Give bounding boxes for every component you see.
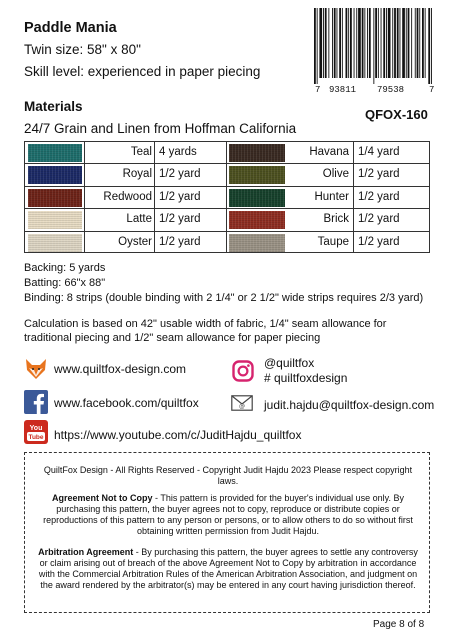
email-link[interactable]: judit.hajdu@quiltfox-design.com (264, 398, 435, 412)
copyright-notice: QuiltFox Design - All Rights Reserved - Copyright Judit Hajdu 2023 Please respect copyright laws. (43, 465, 413, 486)
legal-notice (24, 452, 430, 613)
fabric-swatch (229, 166, 285, 184)
agreement-title: Agreement Not to Copy (51, 493, 153, 503)
website-link[interactable]: www.quiltfox-design.com (54, 362, 187, 376)
fabric-swatch (229, 144, 285, 162)
materials-table (24, 141, 430, 253)
material-row (25, 187, 429, 209)
binding-line: Binding: 8 strips (double binding with 2 1/4" or 2 1/2" wide strips requires 2/3 yard) (24, 292, 424, 304)
arbitration-text: - By purchasing this pattern, the buyer agrees to settle any controversy or claim arising out of breach of the above Agreement Not to Copy by arbitration in accordance with the Commercial Arbitration Rules of the American Arbitration Association, and judgment on the award rendered by the arbitrator(s) may be entered in any court having jurisdiction thereof. (38, 547, 418, 590)
agreement-not-to-copy (33, 493, 423, 537)
fabric-quantity: 1/2 yard (159, 213, 201, 226)
svg-text:Tube: Tube (28, 434, 44, 442)
pattern-title: Paddle Mania (24, 20, 117, 36)
fabric-name: Brick (323, 213, 349, 226)
barcode-right-group: 79538 (377, 85, 405, 95)
barcode-left-group: 93811 (329, 85, 357, 95)
fabric-swatch (28, 234, 82, 252)
fabric-swatch (28, 189, 82, 207)
barcode (313, 8, 433, 96)
youtube-icon[interactable] (24, 420, 48, 444)
arbitration-agreement (33, 547, 423, 591)
barcode-lead-digit: 7 (315, 85, 321, 95)
fabric-quantity: 1/2 yard (159, 235, 201, 248)
fabric-quantity: 1/2 yard (159, 168, 201, 181)
material-row (25, 142, 429, 164)
instagram-icon[interactable] (232, 360, 254, 382)
email-icon (231, 395, 253, 411)
fabric-quantity: 1/2 yard (358, 235, 400, 248)
agreement-text: - This pattern is provided for the buyer's individual use only. By purchasing this pattern, the buyer agrees not to copy, reproduce or distribute copies or reproductions of this pattern to any person or persons, or to allow others to do so without first obtaining written permission from Judit Hajdu. (43, 493, 413, 536)
fabric-name: Latte (126, 213, 152, 226)
fabric-swatch (28, 144, 82, 162)
material-row (25, 232, 429, 254)
fabric-swatch (28, 166, 82, 184)
svg-text:@: @ (239, 403, 245, 410)
fabric-name: Havana (309, 146, 349, 158)
skill-line: Skill level: experienced in paper piecing (24, 64, 261, 79)
svg-text:You: You (29, 425, 43, 432)
page-number: Page 8 of 8 (373, 619, 425, 630)
fabric-swatch (229, 189, 285, 207)
fabric-quantity: 4 yards (159, 146, 197, 158)
material-row (25, 209, 429, 231)
fabric-name: Olive (322, 168, 349, 181)
material-row (25, 164, 429, 186)
fox-logo-icon (24, 358, 48, 380)
fabric-name: Oyster (118, 235, 152, 248)
fabric-quantity: 1/4 yard (358, 146, 400, 158)
sku-code: QFOX-160 (365, 107, 428, 122)
fabric-quantity: 1/2 yard (358, 190, 400, 203)
fabric-name: Taupe (317, 235, 349, 248)
fabric-quantity: 1/2 yard (358, 213, 400, 226)
backing-line: Backing: 5 yards (24, 262, 106, 274)
fabric-swatch (229, 211, 285, 229)
calculation-note: Calculation is based on 42" usable width of fabric, 1/4" seam allowance for traditional piecing and 1/2" seam allowance for paper piecing (24, 318, 387, 344)
fabric-name: Hunter (314, 190, 349, 203)
fabric-quantity: 1/2 yard (358, 168, 400, 181)
facebook-link[interactable]: www.facebook.com/quiltfox (54, 396, 199, 410)
fabric-name: Teal (130, 146, 152, 158)
fabric-line: 24/7 Grain and Linen from Hoffman California (24, 121, 297, 136)
fabric-swatch (28, 211, 82, 229)
fabric-quantity: 1/2 yard (159, 190, 201, 203)
materials-heading: Materials (24, 99, 83, 114)
size-line: Twin size: 58" x 80" (24, 42, 141, 57)
instagram-hashtag: # quiltfoxdesign (264, 371, 348, 385)
fabric-swatch (229, 234, 285, 252)
arbitration-title: Arbitration Agreement (38, 547, 134, 557)
youtube-link[interactable]: https://www.youtube.com/c/JuditHajdu_quiltfox (54, 428, 302, 442)
instagram-handle[interactable]: @quiltfox (264, 356, 315, 370)
barcode-trail-digit: 7 (429, 85, 435, 95)
barcode-bars (313, 8, 433, 84)
fabric-name: Redwood (103, 190, 152, 203)
fabric-name: Royal (122, 168, 152, 181)
facebook-icon[interactable] (24, 390, 48, 414)
batting-line: Batting: 66"x 88" (24, 277, 106, 289)
